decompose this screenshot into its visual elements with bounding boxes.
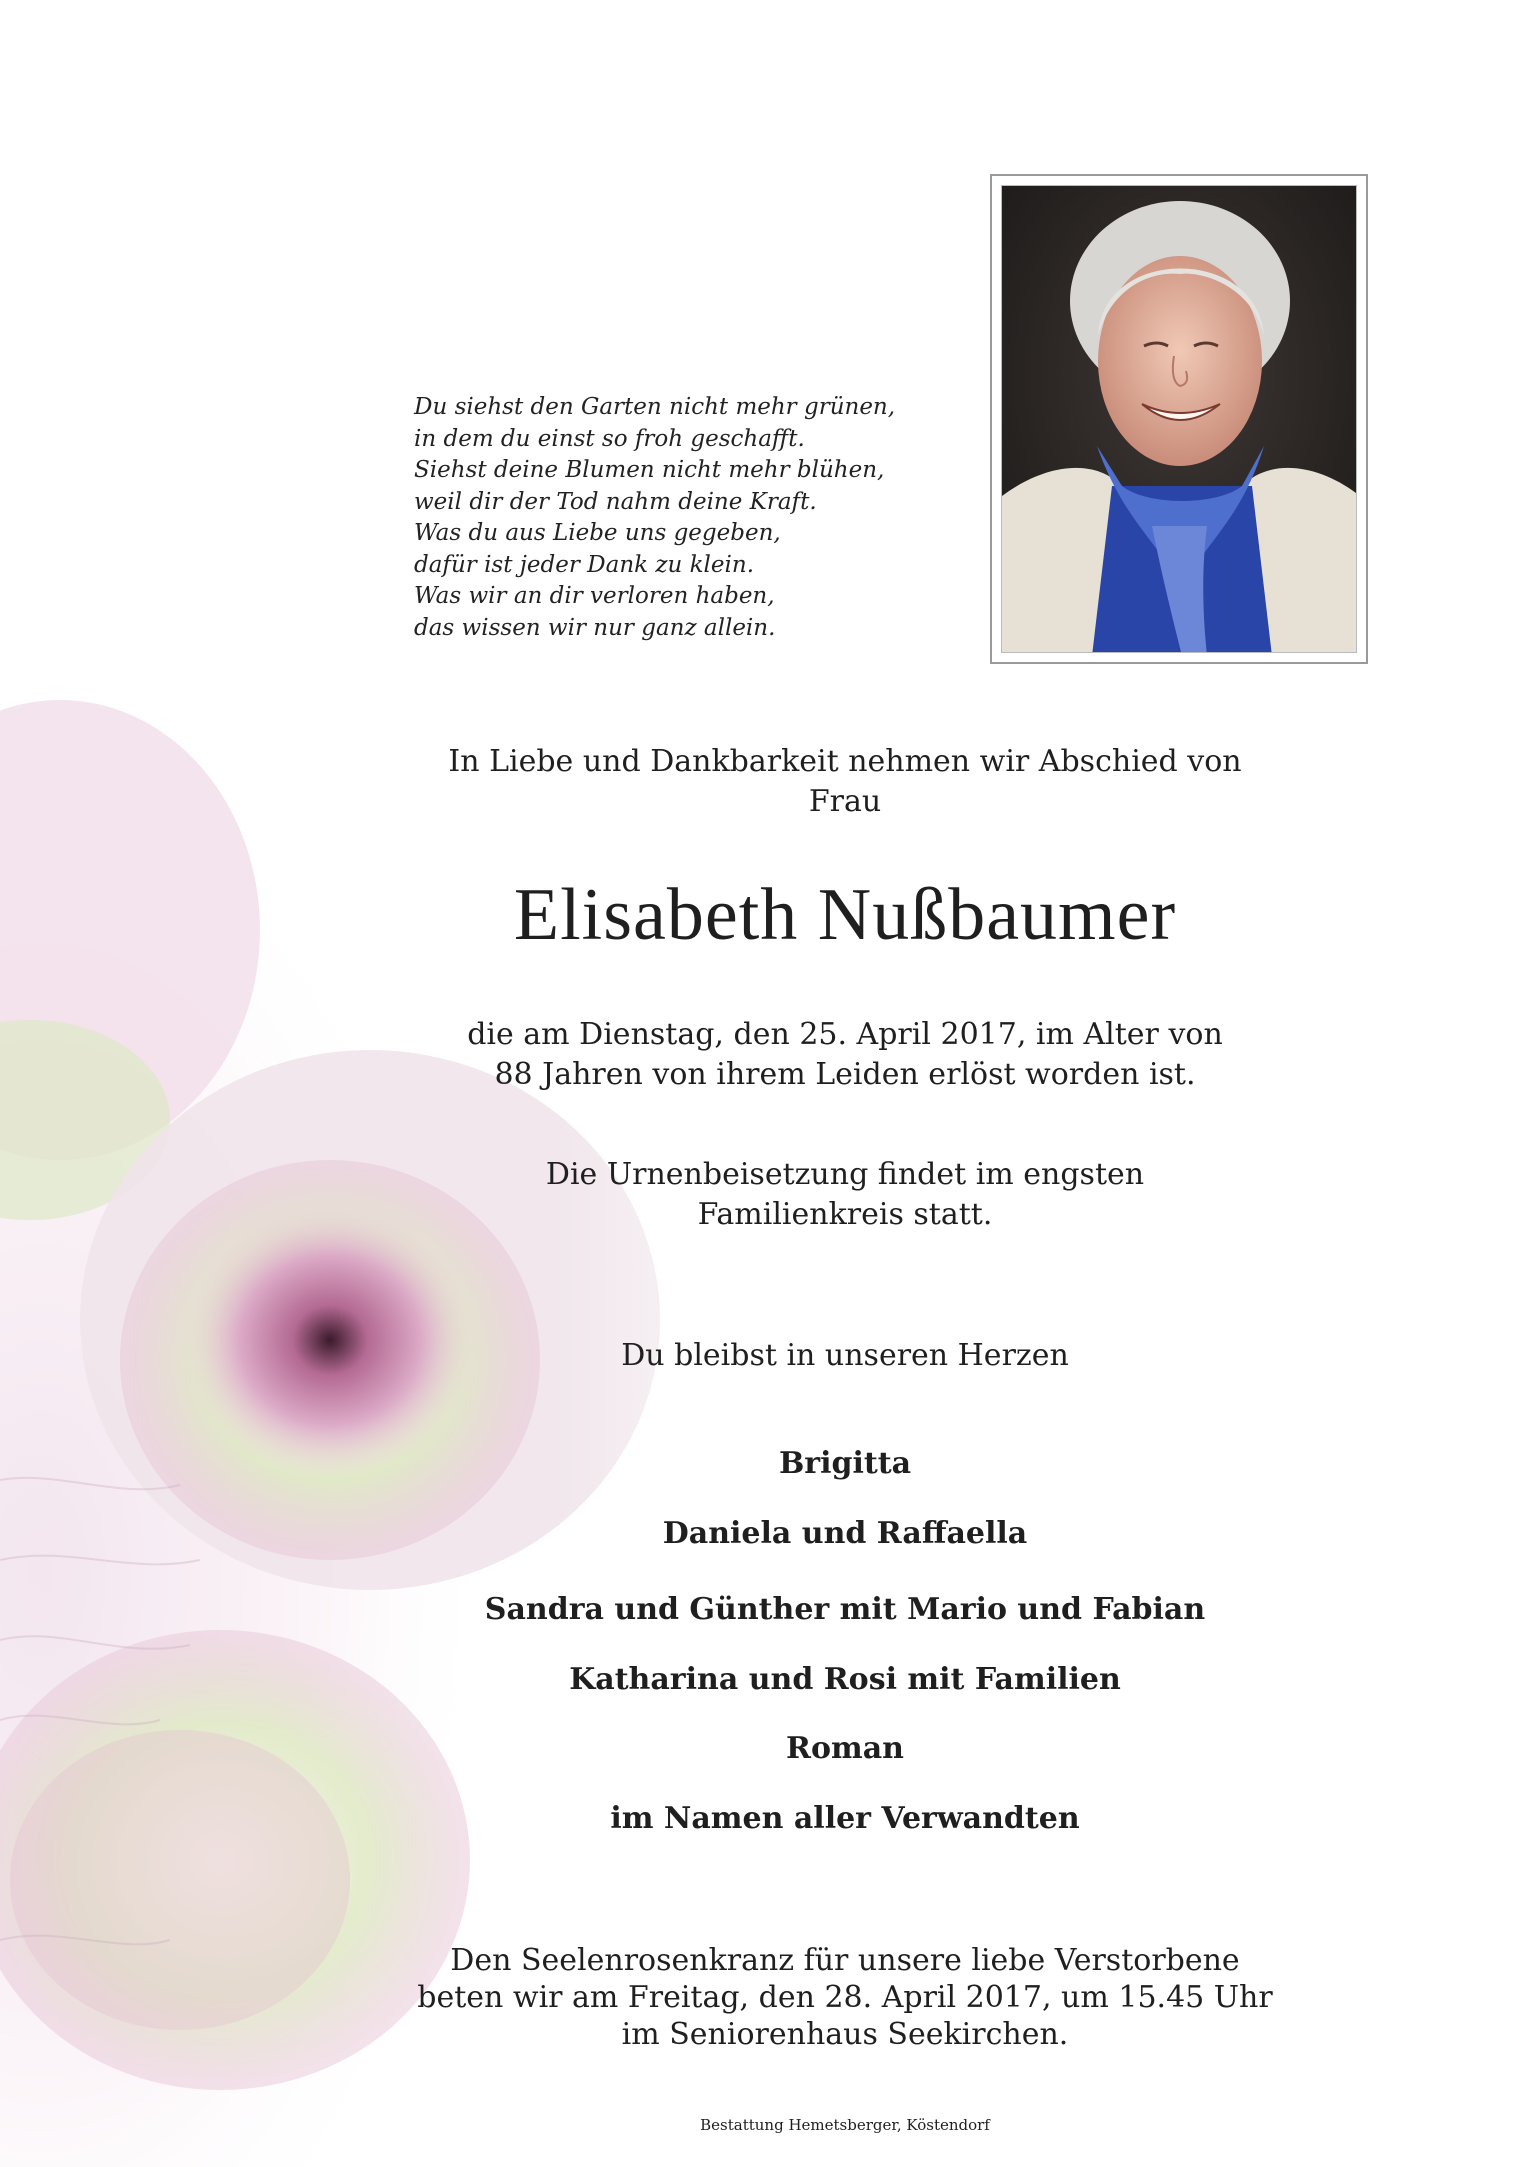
death-line: 88 Jahren von ihrem Leiden erlöst worden ist. (494, 1057, 1196, 1092)
rosary-line: beten wir am Freitag, den 28. April 2017, um 15.45 Uhr (417, 1980, 1273, 2015)
poem-line: in dem du einst so froh geschafft. (414, 425, 805, 452)
poem-line: Du siehst den Garten nicht mehr grünen, (414, 394, 896, 420)
urn-line: Familienkreis statt. (697, 1197, 993, 1232)
poem-line: das wissen wir nur ganz allein. (414, 614, 776, 641)
undertaker-footer: Bestattung Hemetsberger, Köstendorf (700, 2116, 990, 2134)
urn-burial-notice (0, 1155, 1534, 1235)
rosary-line: Den Seelenrosenkranz für unsere liebe Verstorbene (450, 1943, 1240, 1978)
poem-line: dafür ist jeder Dank zu klein. (414, 551, 755, 578)
poem-line: Was wir an dir verloren haben, (414, 583, 775, 609)
portrait-photo (1001, 185, 1357, 653)
mourner-name: im Namen aller Verwandten (610, 1801, 1080, 1836)
farewell-intro (0, 742, 1534, 822)
mourner-name: Sandra und Günther mit Mario und Fabian (484, 1592, 1206, 1627)
death-line: die am Dienstag, den 25. April 2017, im Alter von (467, 1017, 1223, 1052)
mourner-name: Katharina und Rosi mit Familien (569, 1662, 1121, 1697)
memorial-poem (414, 392, 974, 644)
rosary-line: im Seniorenhaus Seekirchen. (621, 2017, 1069, 2052)
farewell-phrase: Du bleibst in unseren Herzen (621, 1338, 1069, 1373)
intro-line: In Liebe und Dankbarkeit nehmen wir Abschied von (448, 744, 1242, 779)
death-notice (0, 1015, 1534, 1095)
deceased-name: Elisabeth Nußbaumer (513, 874, 1177, 956)
poem-line: Was du aus Liebe uns gegeben, (414, 520, 781, 546)
poem-line: weil dir der Tod nahm deine Kraft. (414, 488, 817, 515)
rosary-notice (0, 1942, 1534, 2053)
mourner-name: Roman (786, 1731, 904, 1766)
urn-line: Die Urnenbeisetzung findet im engsten (545, 1157, 1145, 1192)
poem-line: Siehst deine Blumen nicht mehr blühen, (414, 457, 885, 483)
mourner-name: Brigitta (778, 1446, 912, 1481)
mourner-name: Daniela und Raffaella (662, 1516, 1028, 1551)
intro-salutation: Frau (808, 784, 882, 819)
portrait-photo-frame (990, 174, 1368, 664)
